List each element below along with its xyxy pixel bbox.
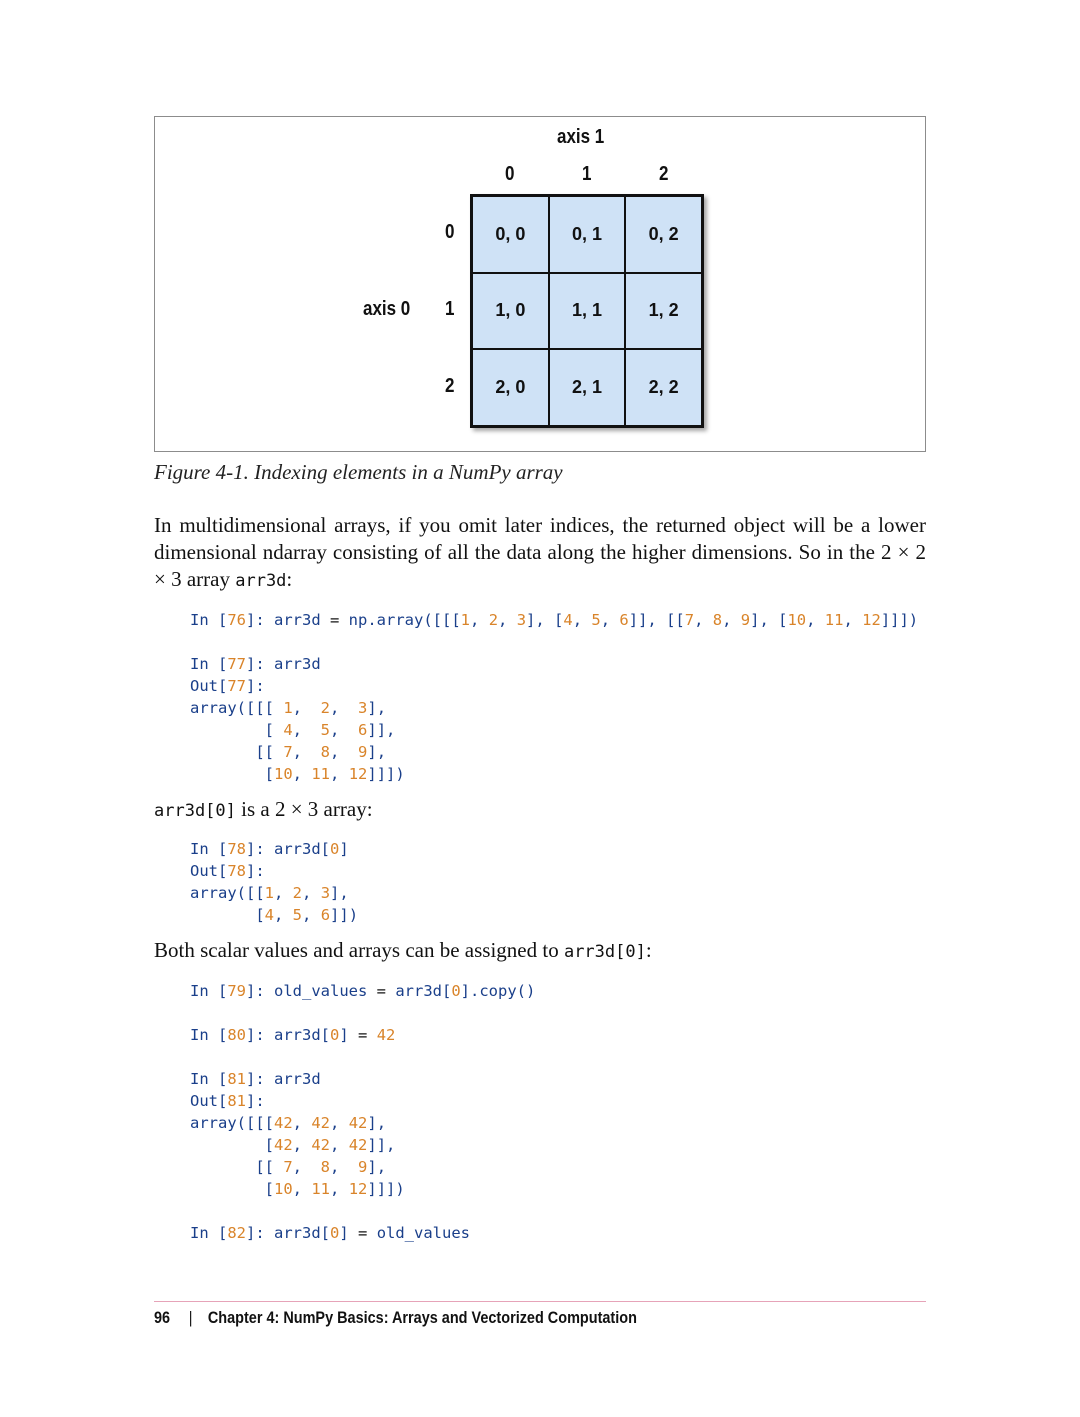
grid-cell-2-2: 2, 2 bbox=[625, 349, 702, 426]
axis1-label: axis 1 bbox=[557, 126, 605, 148]
paragraph-3-end: : bbox=[645, 938, 652, 962]
page-footer bbox=[154, 1308, 637, 1328]
index-grid bbox=[470, 194, 704, 428]
code-block-1: In [76]: arr3d = np.array([[[1, 2, 3], [4, 5, 6]], [[7, 8, 9], [10, 11, 12]]]) In [77]: arr3d Out[77]: array([[[ 1, 2, 3], [ 4, 5, 6]], [[ 7, 8, 9], [10, 11, 12]]]) bbox=[190, 611, 919, 783]
page-number: 96 bbox=[154, 1308, 171, 1327]
footer-rule bbox=[154, 1301, 926, 1302]
grid-cell-2-1: 2, 1 bbox=[549, 349, 626, 426]
col-index-0: 0 bbox=[505, 163, 515, 185]
paragraph-2-text: is a 2 × 3 array: bbox=[235, 797, 373, 821]
axis0-label: axis 0 bbox=[363, 298, 411, 320]
footer-separator: | bbox=[188, 1308, 193, 1327]
grid-cell-0-2: 0, 2 bbox=[625, 196, 702, 273]
col-index-1: 1 bbox=[582, 163, 592, 185]
chapter-title: Chapter 4: NumPy Basics: Arrays and Vectorized Computation bbox=[207, 1308, 637, 1327]
grid-cell-1-1: 1, 1 bbox=[549, 273, 626, 350]
figure-caption: Figure 4-1. Indexing elements in a NumPy array bbox=[154, 460, 563, 484]
paragraph-1-end: : bbox=[286, 567, 293, 591]
paragraph-3 bbox=[154, 937, 926, 966]
paragraph-2 bbox=[154, 796, 926, 825]
code-block-3: In [79]: old_values = arr3d[0].copy() In [80]: arr3d[0] = 42 In [81]: arr3d Out[81]: array([[[42, 42, 42], [42, 42, 42]], [[ 7, 8, 9], [10, 11, 12]]]) In [82]: arr3d[0] = old_values bbox=[190, 982, 536, 1242]
grid-cell-2-0: 2, 0 bbox=[472, 349, 549, 426]
grid-cell-1-0: 1, 0 bbox=[472, 273, 549, 350]
paragraph-3-text: Both scalar values and arrays can be assigned to bbox=[154, 938, 564, 962]
grid-cell-0-1: 0, 1 bbox=[549, 196, 626, 273]
paragraph-1-text: In multidimensional arrays, if you omit later indices, the returned object will be a lower dimensional ndarray consisting of all the data along the higher dimensions. So in the 2 × 2 × 3 array bbox=[154, 513, 926, 591]
inline-code-arr3d: arr3d bbox=[235, 571, 287, 591]
grid-cell-1-2: 1, 2 bbox=[625, 273, 702, 350]
row-index-0: 0 bbox=[445, 221, 455, 243]
row-index-1: 1 bbox=[445, 298, 455, 320]
col-index-2: 2 bbox=[659, 163, 669, 185]
code-block-2: In [78]: arr3d[0] Out[78]: array([[1, 2, 3], [4, 5, 6]]) bbox=[190, 840, 359, 924]
grid-cell-0-0: 0, 0 bbox=[472, 196, 549, 273]
paragraph-1 bbox=[154, 512, 926, 595]
inline-code-arr3d-0: arr3d[0] bbox=[154, 801, 236, 821]
row-index-2: 2 bbox=[445, 375, 455, 397]
inline-code-arr3d-0-b: arr3d[0] bbox=[563, 942, 646, 962]
